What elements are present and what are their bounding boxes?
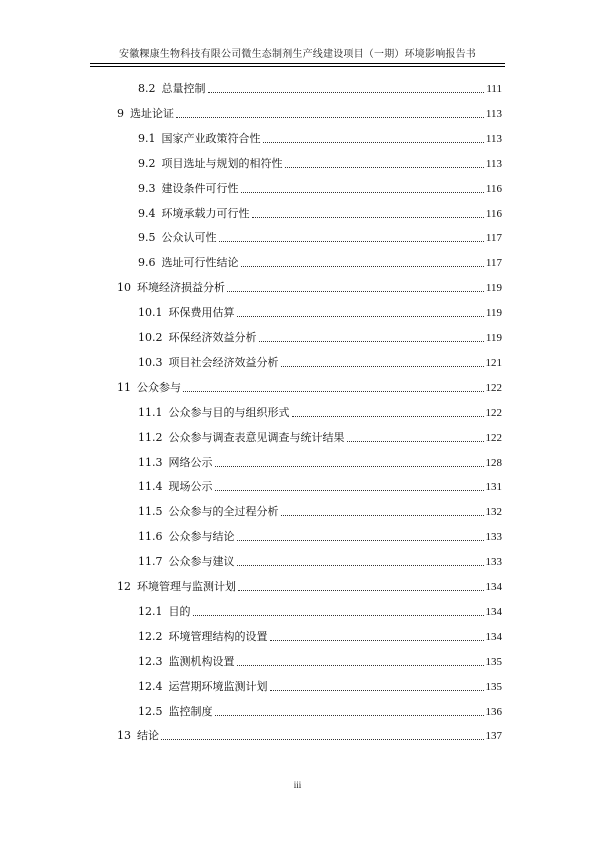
toc-entry-page: 136	[485, 705, 502, 718]
toc-entry-number: 8.2	[138, 82, 156, 95]
toc-entry-title	[117, 729, 159, 743]
toc-entry-text: 现场公示	[168, 480, 213, 494]
toc-entry-text: 环保经济效益分析	[168, 331, 257, 344]
toc-section-entry[interactable]	[138, 325, 502, 345]
toc-dot-leader	[237, 665, 484, 666]
toc-section-entry[interactable]	[138, 649, 502, 669]
toc-section-entry[interactable]	[138, 176, 502, 196]
toc-entry-text: 网络公示	[168, 455, 213, 469]
toc-entry-text: 结论	[137, 729, 159, 743]
toc-dot-leader	[208, 92, 485, 93]
toc-section-entry[interactable]	[138, 400, 502, 420]
toc-entry-text: 目的	[168, 604, 191, 618]
toc-entry-number: 10.2	[138, 331, 163, 344]
toc-entry-title	[138, 182, 239, 196]
toc-entry-number: 12.3	[138, 654, 163, 668]
toc-section-entry[interactable]	[138, 225, 502, 245]
toc-dot-leader	[241, 192, 484, 193]
toc-entry-page: 133	[485, 531, 502, 544]
toc-entry-number: 10	[117, 281, 131, 295]
toc-entry-text: 监控制度	[168, 704, 213, 718]
toc-entry-title	[138, 705, 213, 719]
toc-entry-text: 建设条件可行性	[161, 181, 239, 195]
toc-dot-leader	[227, 291, 484, 292]
toc-dot-leader	[215, 490, 484, 491]
toc-section-entry[interactable]	[138, 76, 502, 96]
toc-entry-number: 11.6	[138, 530, 163, 544]
toc-entry-number: 9.3	[138, 181, 156, 195]
toc-entry-page: 122	[485, 381, 502, 394]
toc-section-entry[interactable]	[138, 126, 502, 146]
toc-entry-title	[138, 331, 257, 345]
toc-entry-title	[138, 132, 261, 146]
toc-entry-page: 137	[485, 730, 502, 743]
toc-entry-text: 公众参与调查表意见调查与统计结果	[168, 430, 345, 444]
toc-section-entry[interactable]	[138, 350, 502, 370]
toc-section-entry[interactable]	[138, 699, 502, 719]
toc-entry-page: 133	[485, 556, 502, 569]
toc-dot-leader	[241, 266, 484, 267]
toc-entry-text: 环境管理与监测计划	[137, 580, 236, 593]
toc-section-entry[interactable]	[138, 624, 502, 644]
toc-entry-title	[138, 256, 239, 270]
toc-entry-number: 9.6	[138, 256, 156, 270]
toc-entry-text: 环保费用估算	[168, 306, 235, 320]
toc-entry-page: 128	[485, 456, 502, 469]
toc-entry-page: 132	[485, 506, 502, 519]
toc-dot-leader	[219, 241, 484, 242]
toc-entry-title	[117, 381, 181, 395]
toc-entry-number: 11.2	[138, 430, 163, 444]
toc-entry-page: 111	[486, 83, 502, 95]
toc-entry-number: 11.4	[138, 480, 163, 494]
toc-section-entry[interactable]	[138, 450, 502, 470]
toc-entry-number: 12	[117, 580, 131, 593]
toc-chapter-entry[interactable]	[117, 723, 502, 743]
toc-entry-page: 119	[485, 332, 502, 344]
toc-entry-title	[117, 281, 225, 295]
toc-dot-leader	[183, 391, 484, 392]
toc-dot-leader	[285, 167, 484, 168]
toc-chapter-entry[interactable]	[117, 101, 502, 121]
toc-section-entry[interactable]	[138, 201, 502, 221]
toc-entry-page: 119	[485, 307, 502, 320]
toc-entry-title	[138, 157, 283, 171]
toc-entry-number: 11.5	[138, 505, 163, 519]
toc-entry-page: 119	[485, 282, 502, 295]
toc-chapter-entry[interactable]	[117, 574, 502, 594]
toc-entry-number: 11	[117, 380, 131, 394]
toc-section-entry[interactable]	[138, 524, 502, 544]
toc-entry-page: 131	[485, 481, 502, 494]
toc-entry-number: 9	[117, 106, 124, 120]
toc-entry-number: 13	[117, 729, 131, 743]
toc-entry-text: 公众认可性	[161, 231, 217, 245]
toc-entry-title	[138, 456, 213, 470]
toc-entry-page: 121	[485, 356, 502, 369]
toc-entry-number: 9.4	[138, 206, 156, 220]
toc-entry-page: 113	[485, 157, 502, 170]
toc-entry-text: 公众参与	[137, 380, 181, 394]
toc-entry-number: 9.2	[138, 156, 156, 170]
toc-entry-page: 122	[485, 406, 502, 419]
toc-dot-leader	[161, 739, 484, 740]
toc-entry-text: 公众参与目的与组织形式	[168, 405, 290, 419]
toc-entry-page: 113	[485, 132, 502, 145]
toc-dot-leader	[270, 690, 484, 691]
toc-entry-text: 选址论证	[130, 106, 174, 120]
header-rule-thin	[90, 66, 505, 67]
toc-entry-title	[138, 655, 235, 669]
toc-entry-page: 113	[485, 107, 502, 120]
toc-entry-number: 12.5	[138, 704, 163, 718]
toc-section-entry[interactable]	[138, 300, 502, 320]
toc-section-entry[interactable]	[138, 474, 502, 494]
toc-entry-text: 项目社会经济效益分析	[168, 355, 279, 369]
toc-section-entry[interactable]	[138, 674, 502, 694]
toc-entry-title	[138, 231, 217, 245]
toc-dot-leader	[176, 117, 484, 118]
toc-entry-title	[138, 356, 279, 370]
toc-entry-number: 11.1	[138, 405, 163, 419]
toc-dot-leader	[215, 715, 484, 716]
toc-entry-title	[138, 630, 268, 644]
toc-entry-text: 总量控制	[161, 82, 206, 95]
toc-entry-page: 116	[485, 182, 502, 195]
toc-dot-leader	[252, 217, 484, 218]
toc-entry-number: 12.2	[138, 629, 163, 643]
toc-entry-text: 公众参与的全过程分析	[168, 505, 279, 519]
toc-entry-title	[138, 82, 206, 96]
toc-dot-leader	[281, 366, 484, 367]
toc-section-entry[interactable]	[138, 599, 502, 619]
toc-dot-leader	[347, 441, 484, 442]
toc-entry-title	[138, 480, 213, 494]
toc-dot-leader	[281, 515, 484, 516]
toc-dot-leader	[238, 590, 484, 591]
toc-entry-title	[138, 306, 235, 320]
toc-entry-text: 项目选址与规划的相符性	[161, 156, 283, 170]
toc-entry-page: 134	[485, 605, 502, 618]
toc-section-entry[interactable]	[138, 151, 502, 171]
toc-dot-leader	[193, 615, 484, 616]
toc-entry-text: 国家产业政策符合性	[161, 131, 261, 145]
toc-entry-page: 135	[485, 655, 502, 668]
toc-entry-title	[138, 431, 345, 445]
toc-entry-page: 134	[485, 581, 502, 593]
toc-entry-number: 10.3	[138, 355, 163, 369]
toc-entry-page: 117	[485, 232, 502, 245]
toc-entry-title	[138, 680, 268, 694]
toc-dot-leader	[215, 466, 484, 467]
toc-dot-leader	[263, 142, 484, 143]
toc-dot-leader	[270, 640, 484, 641]
toc-entry-number: 11.3	[138, 455, 163, 469]
toc-entry-text: 环境承载力可行性	[161, 206, 250, 220]
toc-entry-title	[138, 207, 250, 221]
toc-entry-number: 9.5	[138, 231, 156, 245]
toc-section-entry[interactable]	[138, 250, 502, 270]
toc-entry-number: 11.7	[138, 555, 163, 569]
toc-entry-title	[138, 555, 235, 569]
header-rule	[90, 63, 505, 64]
toc-chapter-entry[interactable]	[117, 275, 502, 295]
toc-entry-title	[138, 505, 279, 519]
toc-entry-text: 公众参与结论	[168, 530, 235, 544]
toc-entry-text: 环境经济损益分析	[137, 281, 225, 295]
toc-dot-leader	[292, 416, 484, 417]
toc-entry-text: 环境管理结构的设置	[168, 629, 268, 643]
toc-chapter-entry[interactable]	[117, 375, 502, 395]
toc-entry-number: 12.1	[138, 604, 163, 618]
toc-entry-page: 116	[485, 207, 502, 220]
toc-entry-title	[138, 530, 235, 544]
toc-entry-page: 135	[485, 680, 502, 693]
page-number: iii	[293, 780, 302, 790]
toc-entry-number: 12.4	[138, 679, 163, 693]
toc-dot-leader	[237, 540, 484, 541]
toc-entry-text: 运营期环境监测计划	[168, 679, 268, 693]
toc-entry-title	[138, 406, 290, 420]
toc-section-entry[interactable]	[138, 499, 502, 519]
toc-entry-page: 122	[485, 431, 502, 444]
toc-entry-number: 10.1	[138, 306, 163, 320]
toc-section-entry[interactable]	[138, 425, 502, 445]
toc-entry-text: 监测机构设置	[168, 654, 235, 668]
toc-entry-text: 选址可行性结论	[161, 256, 239, 270]
toc-entry-number: 9.1	[138, 131, 156, 145]
toc-entry-title	[117, 580, 236, 594]
toc-dot-leader	[237, 316, 484, 317]
toc-dot-leader	[237, 565, 484, 566]
toc-entry-title	[138, 605, 191, 619]
running-header: 安徽粿康生物科技有限公司微生态制剂生产线建设项目（一期）环境影响报告书	[119, 49, 476, 60]
toc-entry-page: 134	[485, 630, 502, 643]
toc-entry-title	[117, 107, 174, 121]
toc-section-entry[interactable]	[138, 549, 502, 569]
toc-entry-text: 公众参与建议	[168, 555, 235, 569]
toc-entry-page: 117	[485, 257, 502, 270]
toc-dot-leader	[259, 341, 484, 342]
